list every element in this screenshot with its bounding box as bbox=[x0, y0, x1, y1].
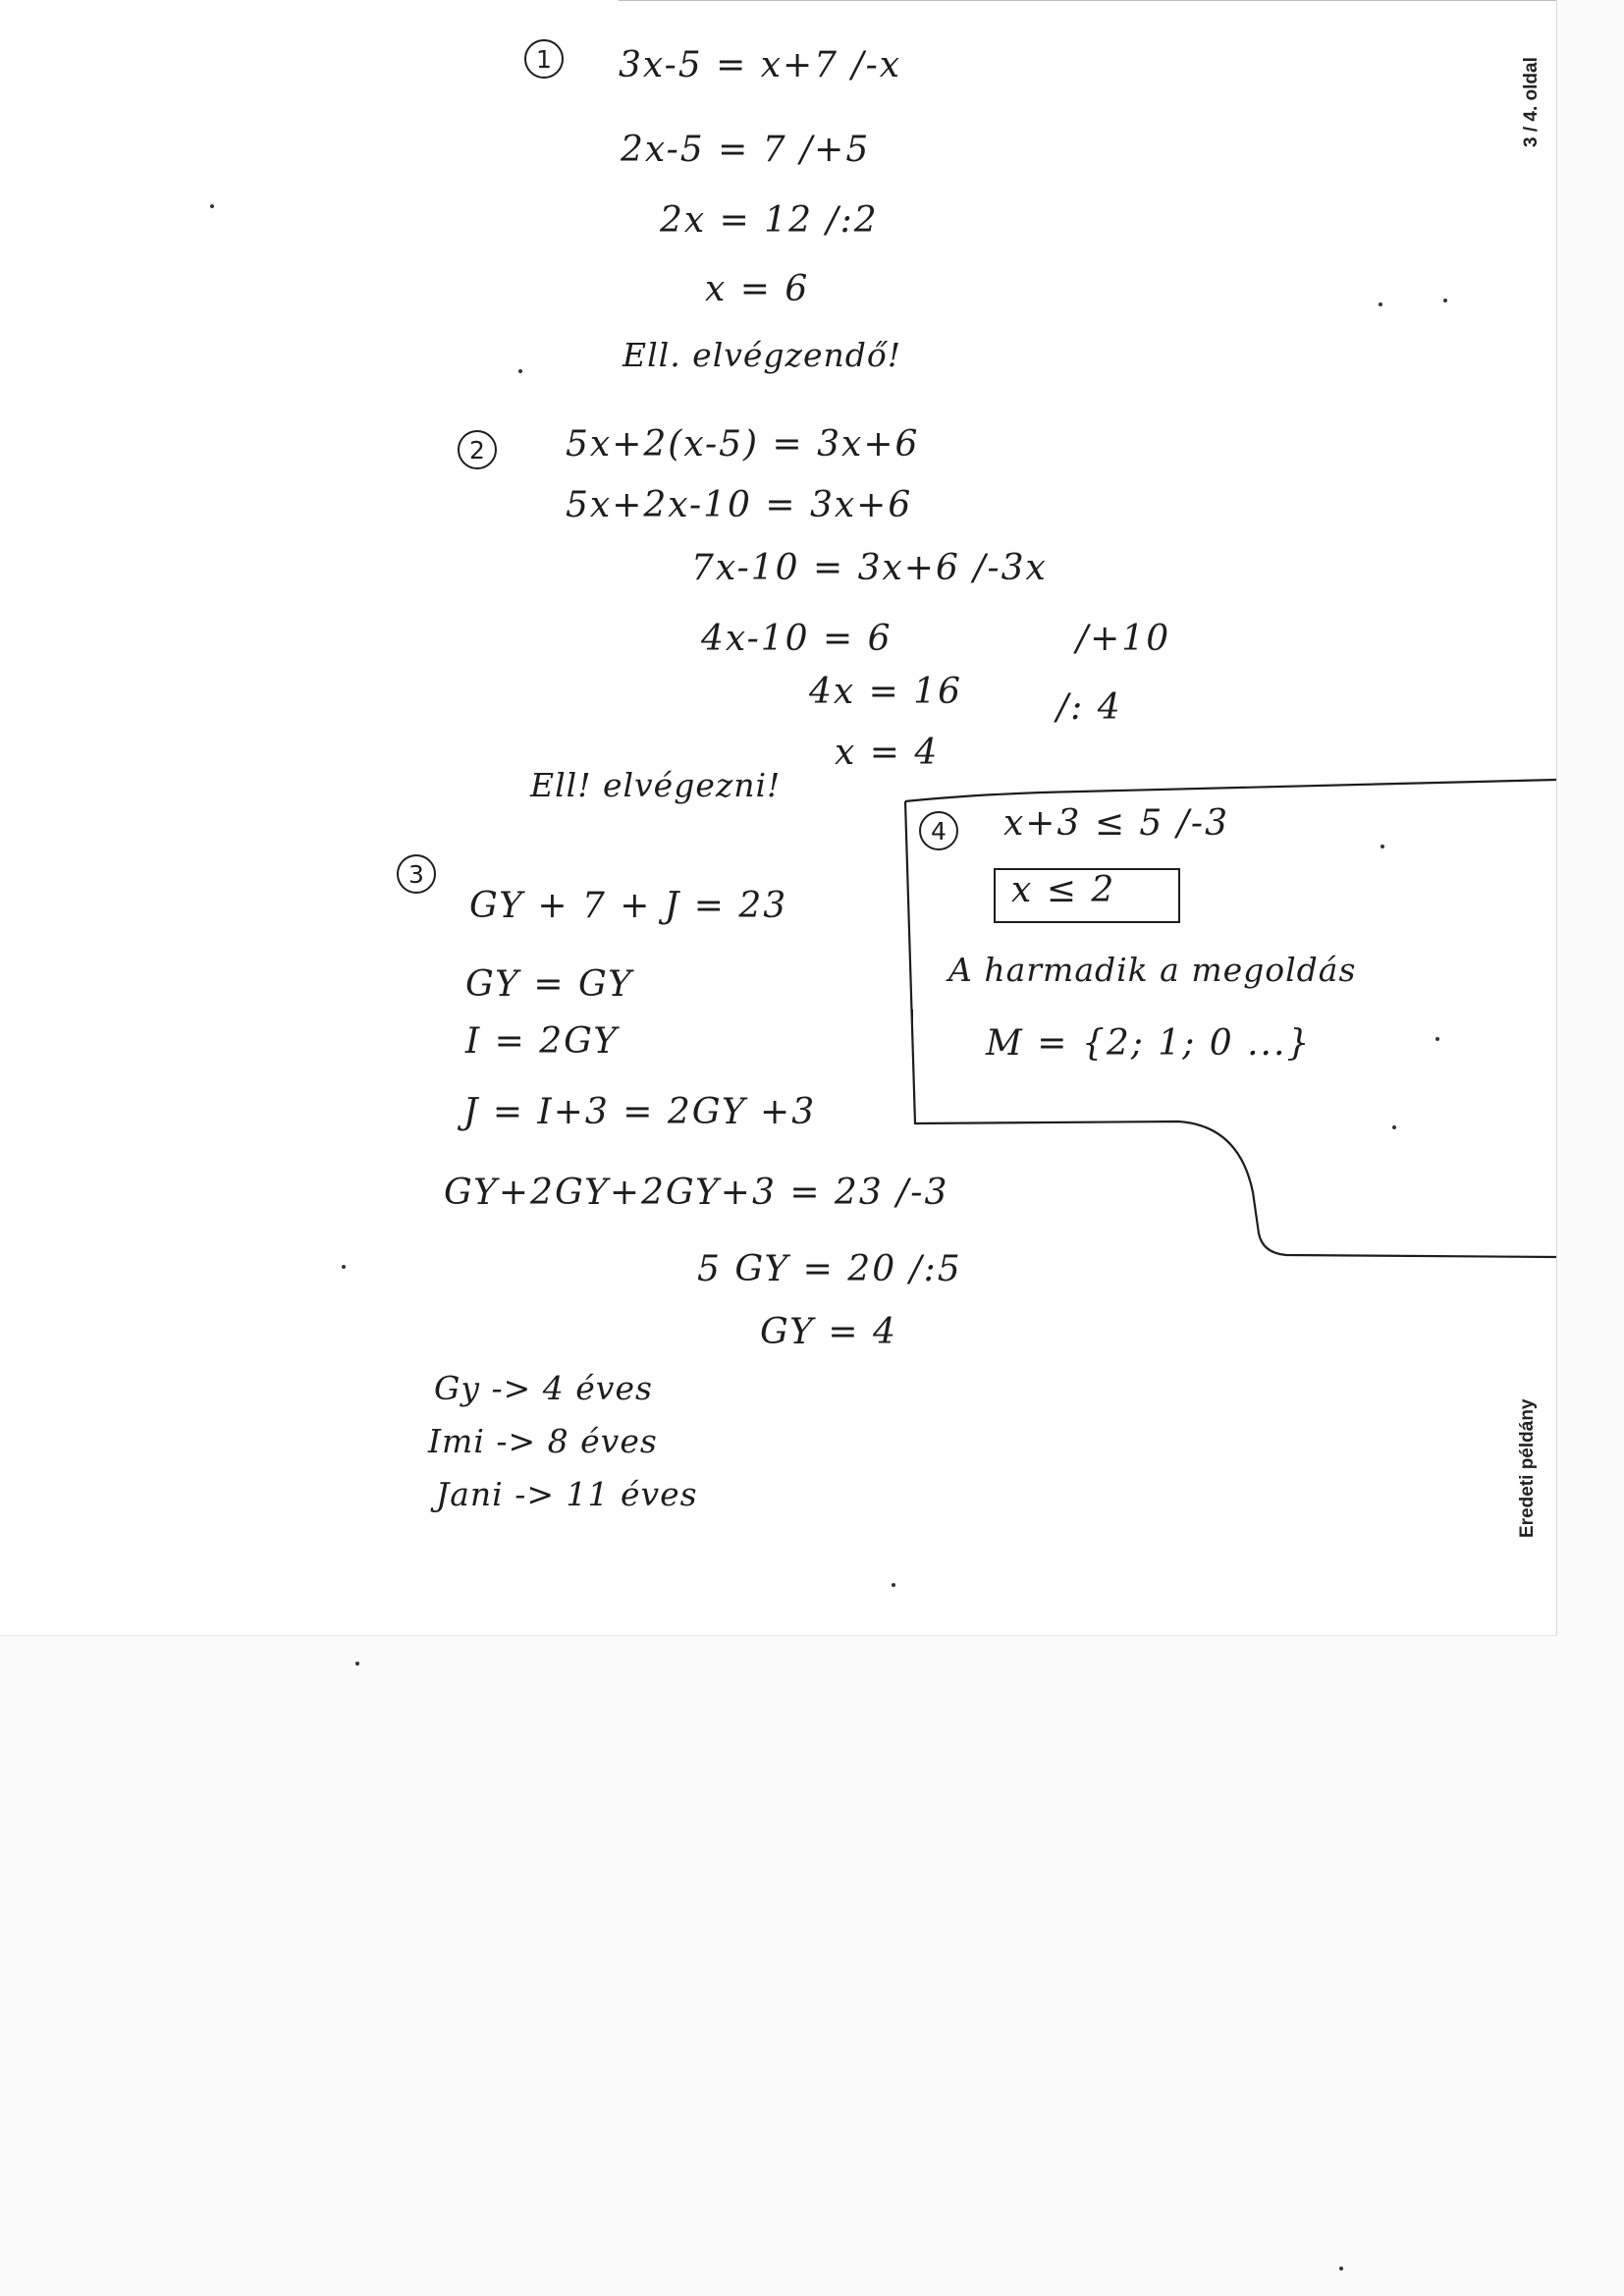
task-2-line-1: 5x+2(x-5) = 3x+6 bbox=[566, 424, 920, 465]
task-1-line-3: 2x = 12 /:2 bbox=[660, 200, 879, 241]
speck bbox=[1379, 302, 1382, 306]
task-3-answer-2: Imi -> 8 éves bbox=[428, 1422, 658, 1460]
task-1-check-note: Ell. elvégzendő! bbox=[623, 336, 901, 374]
task-1-line-2: 2x-5 = 7 /+5 bbox=[621, 130, 871, 170]
task-2-line-4: 4x-10 = 6 bbox=[701, 619, 893, 659]
task-3-line-4: J = I+3 = 2GY +3 bbox=[463, 1092, 817, 1132]
task-3-line-3: I = 2GY bbox=[465, 1021, 620, 1062]
speck bbox=[355, 1662, 359, 1666]
task-2-line-5-step: /: 4 bbox=[1056, 687, 1122, 728]
task-1-number: 1 bbox=[524, 39, 564, 79]
task-4-inequality: x+3 ≤ 5 /-3 bbox=[1003, 803, 1229, 844]
task-4-number: 4 bbox=[919, 811, 958, 850]
task-4-solution-set: M = {2; 1; 0 ...} bbox=[986, 1023, 1312, 1064]
task-3-line-5: GY+2GY+2GY+3 = 23 /-3 bbox=[444, 1173, 949, 1213]
speck bbox=[1380, 845, 1384, 848]
speck bbox=[518, 369, 522, 373]
task-2-line-4-step: /+10 bbox=[1076, 619, 1171, 659]
speck bbox=[1392, 1125, 1396, 1129]
task-3-answer-1: Gy -> 4 éves bbox=[434, 1369, 653, 1407]
task-2-line-6: x = 4 bbox=[835, 733, 940, 773]
page-number-label: 3 / 4. oldal bbox=[1521, 57, 1542, 147]
speck bbox=[1435, 1037, 1439, 1041]
task-3-answer-3: Jani -> 11 éves bbox=[436, 1475, 698, 1513]
original-copy-stamp: Eredeti példány bbox=[1517, 1398, 1538, 1538]
speck bbox=[210, 204, 214, 208]
speck bbox=[1339, 2267, 1343, 2270]
task-3-line-2: GY = GY bbox=[465, 964, 633, 1005]
task-1-line-4: x = 6 bbox=[705, 269, 810, 309]
task-2-line-3: 7x-10 = 3x+6 /-3x bbox=[691, 548, 1048, 588]
task-3-number: 3 bbox=[397, 854, 436, 894]
speck bbox=[342, 1265, 346, 1269]
speck bbox=[1443, 299, 1447, 302]
task-2-line-2: 5x+2x-10 = 3x+6 bbox=[566, 485, 913, 525]
task-2-line-5: 4x = 16 bbox=[809, 672, 963, 712]
task-4-text: A harmadik a megoldás bbox=[948, 951, 1357, 989]
task-3-line-1: GY + 7 + J = 23 bbox=[469, 886, 788, 926]
task-2-number: 2 bbox=[458, 430, 497, 469]
task-4-result: x ≤ 2 bbox=[1011, 870, 1116, 910]
task-3-line-7: GY = 4 bbox=[760, 1312, 897, 1352]
task-2-check-note: Ell! elvégezni! bbox=[530, 766, 782, 804]
task-1-line-1: 3x-5 = x+7 /-x bbox=[619, 45, 902, 85]
speck bbox=[892, 1583, 895, 1587]
task-3-line-6: 5 GY = 20 /:5 bbox=[697, 1249, 962, 1289]
page-top-edge bbox=[619, 0, 1556, 1]
